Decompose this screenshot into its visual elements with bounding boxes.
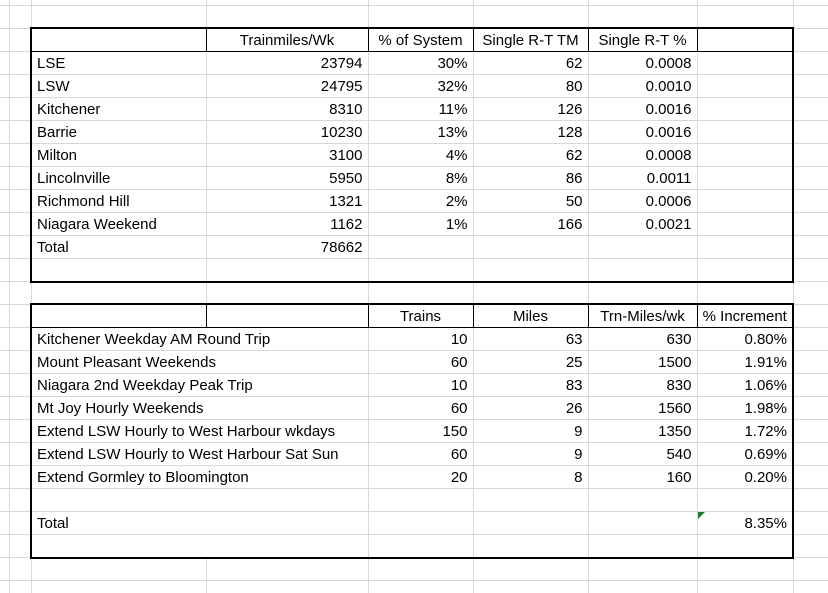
empty-cell[interactable] xyxy=(473,489,588,512)
value-cell[interactable]: 23794 xyxy=(206,52,368,75)
value-cell[interactable]: 540 xyxy=(588,443,697,466)
value-cell[interactable]: 63 xyxy=(473,328,588,351)
value-cell[interactable] xyxy=(697,75,793,98)
value-cell[interactable]: 0.69% xyxy=(697,443,793,466)
table-row xyxy=(31,328,793,351)
value-cell[interactable]: 1.06% xyxy=(697,374,793,397)
value-cell[interactable]: 0.0006 xyxy=(588,190,697,213)
empty-cell[interactable] xyxy=(206,259,368,283)
table-row xyxy=(31,167,793,190)
value-cell[interactable]: 2% xyxy=(368,190,473,213)
value-cell[interactable]: 0.0008 xyxy=(588,52,697,75)
value-cell[interactable]: 0.0016 xyxy=(588,121,697,144)
value-cell[interactable] xyxy=(697,121,793,144)
value-cell[interactable]: 8 xyxy=(473,466,588,489)
value-cell[interactable]: 9 xyxy=(473,443,588,466)
row-label-cell[interactable]: Barrie xyxy=(31,121,206,144)
column-header-cell[interactable]: Trainmiles/Wk xyxy=(206,28,368,52)
table-header-row xyxy=(31,28,793,52)
row-label-cell[interactable]: Kitchener xyxy=(31,98,206,121)
table-row xyxy=(31,443,793,466)
table-row xyxy=(31,374,793,397)
value-cell[interactable]: 60 xyxy=(368,351,473,374)
value-cell[interactable] xyxy=(697,167,793,190)
value-cell[interactable]: 13% xyxy=(368,121,473,144)
blank-row xyxy=(31,259,793,283)
empty-cell[interactable] xyxy=(697,535,793,559)
column-header-cell[interactable] xyxy=(206,304,368,328)
value-cell[interactable] xyxy=(368,512,473,535)
value-cell[interactable]: 1560 xyxy=(588,397,697,420)
value-cell[interactable]: 1.91% xyxy=(697,351,793,374)
table-row xyxy=(31,213,793,236)
blank-row xyxy=(31,535,793,559)
row-label-cell[interactable]: Richmond Hill xyxy=(31,190,206,213)
table-row xyxy=(31,121,793,144)
value-cell[interactable]: 8% xyxy=(368,167,473,190)
column-header-cell[interactable]: Trains xyxy=(368,304,473,328)
value-cell[interactable]: 25 xyxy=(473,351,588,374)
value-cell[interactable] xyxy=(588,512,697,535)
empty-cell[interactable] xyxy=(31,489,368,512)
value-cell[interactable]: 80 xyxy=(473,75,588,98)
value-cell[interactable]: 0.0016 xyxy=(588,98,697,121)
empty-cell[interactable] xyxy=(588,259,697,283)
value-cell[interactable]: 24795 xyxy=(206,75,368,98)
value-cell[interactable]: 1321 xyxy=(206,190,368,213)
row-label-cell[interactable]: LSE xyxy=(31,52,206,75)
row-label-cell[interactable]: Total xyxy=(31,236,206,259)
value-cell[interactable]: 62 xyxy=(473,52,588,75)
column-header-cell[interactable]: % Increment xyxy=(697,304,793,328)
column-header-cell[interactable]: Miles xyxy=(473,304,588,328)
total-row xyxy=(31,512,793,535)
blank-row xyxy=(31,489,793,512)
table-row xyxy=(31,144,793,167)
service-increments-table xyxy=(30,303,794,559)
value-cell[interactable]: 0.80% xyxy=(697,328,793,351)
row-label-cell[interactable]: Milton xyxy=(31,144,206,167)
row-label-cell[interactable]: Kitchener Weekday AM Round Trip xyxy=(31,328,368,351)
weekly-trainmiles-table xyxy=(30,27,794,283)
value-cell[interactable]: 1.72% xyxy=(697,420,793,443)
empty-cell[interactable] xyxy=(588,489,697,512)
column-header-cell[interactable]: % of System xyxy=(368,28,473,52)
row-label-cell[interactable]: Niagara 2nd Weekday Peak Trip xyxy=(31,374,368,397)
row-label-cell[interactable]: Extend LSW Hourly to West Harbour wkdays xyxy=(31,420,368,443)
value-cell[interactable]: 83 xyxy=(473,374,588,397)
table-row xyxy=(31,466,793,489)
value-cell[interactable]: 0.0021 xyxy=(588,213,697,236)
value-cell[interactable]: 26 xyxy=(473,397,588,420)
total-percent-cell[interactable] xyxy=(697,512,793,535)
gridline-vertical xyxy=(9,0,10,593)
row-label-cell[interactable]: Extend LSW Hourly to West Harbour Sat Sun xyxy=(31,443,368,466)
value-cell[interactable]: 30% xyxy=(368,52,473,75)
value-cell[interactable]: 1.98% xyxy=(697,397,793,420)
table-row xyxy=(31,52,793,75)
value-cell[interactable]: 0.20% xyxy=(697,466,793,489)
row-label-cell[interactable]: LSW xyxy=(31,75,206,98)
cell-error-flag-icon xyxy=(698,512,705,519)
table-row xyxy=(31,397,793,420)
row-label-cell[interactable]: Extend Gormley to Bloomington xyxy=(31,466,368,489)
value-cell[interactable]: 4% xyxy=(368,144,473,167)
value-cell[interactable] xyxy=(368,236,473,259)
table-row xyxy=(31,75,793,98)
value-cell[interactable]: 60 xyxy=(368,397,473,420)
column-header-cell[interactable]: Trn-Miles/wk xyxy=(588,304,697,328)
value-cell[interactable]: 20 xyxy=(368,466,473,489)
empty-cell[interactable] xyxy=(697,489,793,512)
row-label-cell[interactable]: Mount Pleasant Weekends xyxy=(31,351,368,374)
value-cell[interactable] xyxy=(697,52,793,75)
value-cell[interactable]: 630 xyxy=(588,328,697,351)
column-header-cell[interactable] xyxy=(697,28,793,52)
empty-cell[interactable] xyxy=(368,489,473,512)
value-cell[interactable]: 0.0008 xyxy=(588,144,697,167)
value-cell[interactable] xyxy=(697,144,793,167)
empty-cell[interactable] xyxy=(31,259,206,283)
value-cell[interactable] xyxy=(588,236,697,259)
value-cell[interactable]: 150 xyxy=(368,420,473,443)
table-header-row xyxy=(31,304,793,328)
value-cell[interactable]: 160 xyxy=(588,466,697,489)
column-header-cell[interactable]: Single R-T TM xyxy=(473,28,588,52)
row-label-cell[interactable]: Niagara Weekend xyxy=(31,213,206,236)
value-cell[interactable]: 60 xyxy=(368,443,473,466)
value-cell[interactable]: 126 xyxy=(473,98,588,121)
value-cell[interactable]: 166 xyxy=(473,213,588,236)
value-cell[interactable] xyxy=(697,213,793,236)
empty-cell[interactable] xyxy=(31,535,368,559)
value-cell[interactable]: 10 xyxy=(368,374,473,397)
table-row xyxy=(31,351,793,374)
column-header-cell[interactable] xyxy=(31,28,206,52)
value-cell[interactable] xyxy=(473,236,588,259)
row-label-cell[interactable]: Lincolnville xyxy=(31,167,206,190)
empty-cell[interactable] xyxy=(697,259,793,283)
value-cell[interactable] xyxy=(697,236,793,259)
value-cell[interactable]: 1162 xyxy=(206,213,368,236)
table-row xyxy=(31,190,793,213)
value-cell[interactable] xyxy=(697,190,793,213)
value-cell[interactable] xyxy=(697,98,793,121)
column-header-cell[interactable] xyxy=(31,304,206,328)
row-label-cell[interactable]: Mt Joy Hourly Weekends xyxy=(31,397,368,420)
value-cell[interactable]: 0.0010 xyxy=(588,75,697,98)
value-cell[interactable]: 3100 xyxy=(206,144,368,167)
value-cell[interactable]: 1350 xyxy=(588,420,697,443)
value-cell[interactable]: 1% xyxy=(368,213,473,236)
total-percent-value: 8.35% xyxy=(744,514,787,532)
value-cell[interactable]: 5950 xyxy=(206,167,368,190)
value-cell[interactable]: 11% xyxy=(368,98,473,121)
value-cell[interactable]: 62 xyxy=(473,144,588,167)
empty-cell[interactable] xyxy=(473,535,588,559)
empty-cell[interactable] xyxy=(368,535,473,559)
table-row xyxy=(31,98,793,121)
table-row xyxy=(31,420,793,443)
value-cell[interactable]: 8310 xyxy=(206,98,368,121)
value-cell[interactable]: 86 xyxy=(473,167,588,190)
value-cell[interactable]: 10230 xyxy=(206,121,368,144)
value-cell[interactable]: 10 xyxy=(368,328,473,351)
value-cell[interactable]: 78662 xyxy=(206,236,368,259)
value-cell[interactable]: 830 xyxy=(588,374,697,397)
empty-cell[interactable] xyxy=(368,259,473,283)
value-cell[interactable]: 128 xyxy=(473,121,588,144)
empty-cell[interactable] xyxy=(473,259,588,283)
value-cell[interactable]: 0.0011 xyxy=(588,167,697,190)
value-cell[interactable] xyxy=(473,512,588,535)
empty-cell[interactable] xyxy=(588,535,697,559)
value-cell[interactable]: 50 xyxy=(473,190,588,213)
total-row xyxy=(31,236,793,259)
row-label-cell[interactable]: Total xyxy=(31,512,368,535)
column-header-cell[interactable]: Single R-T % xyxy=(588,28,697,52)
value-cell[interactable]: 32% xyxy=(368,75,473,98)
value-cell[interactable]: 9 xyxy=(473,420,588,443)
value-cell[interactable]: 1500 xyxy=(588,351,697,374)
